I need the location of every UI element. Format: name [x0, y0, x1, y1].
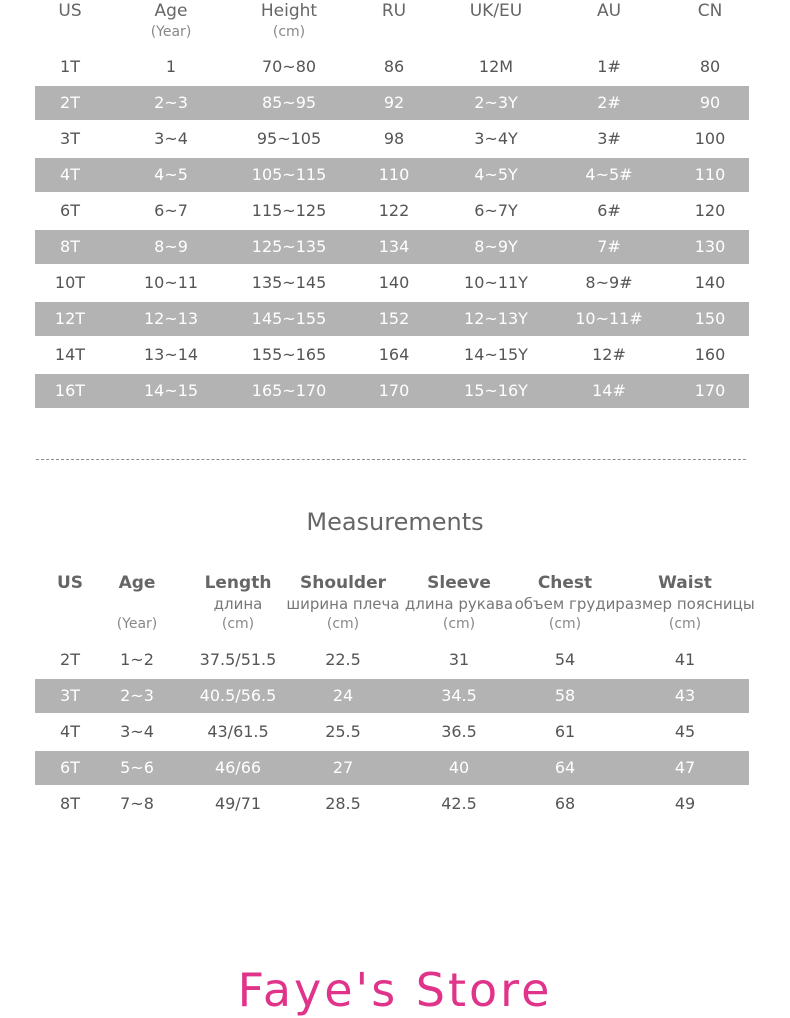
table-row	[35, 86, 749, 120]
table-row	[35, 751, 749, 785]
table-cell: 2~3	[120, 686, 154, 705]
size-header-0	[58, 0, 81, 22]
measurement-header-4	[405, 572, 513, 636]
table-cell: 2T	[60, 93, 80, 112]
table-cell: 36.5	[441, 722, 477, 741]
table-cell: 6T	[60, 758, 80, 777]
table-cell: 165~170	[251, 381, 327, 400]
size-header-2	[261, 0, 317, 42]
table-cell: 8~9Y	[474, 237, 518, 256]
table-cell: 4~5	[154, 165, 188, 184]
table-cell: 90	[699, 93, 721, 112]
table-cell: 16T	[54, 381, 86, 400]
measurements-table	[35, 572, 755, 822]
table-cell: 64	[554, 758, 576, 777]
table-cell: 3#	[597, 129, 621, 148]
table-cell: 110	[694, 165, 726, 184]
size-header-4	[470, 0, 523, 22]
table-cell: 41	[674, 650, 696, 669]
table-cell: 34.5	[441, 686, 477, 705]
size-header-5	[597, 0, 621, 22]
table-cell: 14T	[54, 345, 86, 364]
size-header-6	[698, 0, 723, 22]
size-header-name: Age	[154, 1, 188, 21]
table-cell: 8T	[60, 237, 80, 256]
table-cell: 4T	[60, 722, 80, 741]
table-cell: 1	[165, 57, 177, 76]
size-header-unit: (cm)	[272, 24, 306, 40]
table-cell: 54	[554, 650, 576, 669]
measurement-header-unit: (cm)	[668, 616, 702, 632]
table-row	[35, 302, 749, 336]
table-cell: 15~16Y	[464, 381, 528, 400]
measurement-header-russian: размер поясницы	[615, 595, 755, 613]
table-cell: 8~9#	[585, 273, 633, 292]
table-row	[35, 679, 749, 713]
table-row	[35, 50, 749, 84]
measurement-header-name: Shoulder	[299, 573, 387, 593]
table-cell: 170	[694, 381, 726, 400]
measurement-header-russian: длина рукава	[404, 595, 514, 613]
table-row	[35, 787, 749, 821]
table-cell: 42.5	[441, 794, 477, 813]
table-cell: 170	[378, 381, 410, 400]
table-cell: 43/61.5	[207, 722, 269, 741]
table-cell: 27	[332, 758, 354, 777]
table-cell: 12~13	[143, 309, 199, 328]
table-cell: 105~115	[251, 165, 327, 184]
table-cell: 2~3	[154, 93, 188, 112]
table-cell: 7~8	[120, 794, 154, 813]
table-cell: 155~165	[251, 345, 327, 364]
table-cell: 24	[332, 686, 354, 705]
table-cell: 10~11#	[575, 309, 643, 328]
table-cell: 152	[378, 309, 410, 328]
table-cell: 80	[699, 57, 721, 76]
table-cell: 12T	[54, 309, 86, 328]
size-header-name: Height	[260, 1, 318, 21]
measurement-header-6	[615, 572, 754, 636]
dashed-divider	[36, 459, 746, 460]
table-cell: 100	[694, 129, 726, 148]
table-cell: 164	[378, 345, 410, 364]
size-chart-header	[35, 0, 749, 48]
table-cell: 115~125	[251, 201, 327, 220]
table-cell: 150	[694, 309, 726, 328]
table-cell: 1T	[60, 57, 80, 76]
measurement-header-name: Length	[204, 573, 272, 593]
table-cell: 140	[378, 273, 410, 292]
measurement-header-unit: (cm)	[548, 616, 582, 632]
table-cell: 98	[383, 129, 405, 148]
measurement-header-3	[286, 572, 399, 636]
table-cell: 40.5/56.5	[199, 686, 277, 705]
table-cell: 46/66	[214, 758, 262, 777]
table-cell: 140	[694, 273, 726, 292]
measurement-header-unit: (cm)	[221, 616, 255, 632]
table-cell: 8T	[60, 794, 80, 813]
table-cell: 8~9	[154, 237, 188, 256]
measurements-title: Measurements	[306, 508, 484, 536]
table-cell: 3~4Y	[474, 129, 518, 148]
table-row	[35, 643, 749, 677]
measurement-header-unit: (Year)	[116, 616, 158, 632]
size-header-name: CN	[697, 1, 723, 21]
table-cell: 12M	[478, 57, 514, 76]
table-cell: 49	[674, 794, 696, 813]
size-chart-table	[35, 0, 749, 410]
table-row	[35, 158, 749, 192]
table-cell: 14#	[592, 381, 626, 400]
table-cell: 4~5#	[585, 165, 633, 184]
table-cell: 130	[694, 237, 726, 256]
table-row	[35, 230, 749, 264]
table-cell: 2#	[597, 93, 621, 112]
measurement-header-russian: длина	[213, 595, 263, 613]
measurement-header-name: Chest	[537, 573, 593, 593]
table-cell: 14~15Y	[464, 345, 528, 364]
table-cell: 4T	[60, 165, 80, 184]
measurement-header-2	[205, 572, 272, 636]
table-cell: 10~11Y	[464, 273, 528, 292]
table-cell: 5~6	[120, 758, 154, 777]
table-cell: 1#	[597, 57, 621, 76]
table-cell: 22.5	[325, 650, 361, 669]
size-header-3	[382, 0, 406, 22]
measurement-header-unit: (cm)	[442, 616, 476, 632]
measurement-header-name: Sleeve	[427, 573, 491, 593]
table-cell: 10~11	[143, 273, 199, 292]
measurement-header-name: Age	[118, 573, 156, 593]
measurement-header-unit: (cm)	[326, 616, 360, 632]
measurement-header-0	[57, 572, 83, 636]
table-cell: 85~95	[261, 93, 317, 112]
table-cell: 28.5	[325, 794, 361, 813]
table-cell: 12#	[592, 345, 626, 364]
table-cell: 47	[674, 758, 696, 777]
table-cell: 160	[694, 345, 726, 364]
size-header-name: RU	[381, 1, 407, 21]
table-cell: 4~5Y	[474, 165, 518, 184]
table-row	[35, 266, 749, 300]
table-cell: 6~7	[154, 201, 188, 220]
table-cell: 49/71	[214, 794, 262, 813]
measurements-body	[35, 643, 749, 823]
table-cell: 25.5	[325, 722, 361, 741]
table-cell: 125~135	[251, 237, 327, 256]
table-cell: 3~4	[120, 722, 154, 741]
table-cell: 45	[674, 722, 696, 741]
table-cell: 92	[383, 93, 405, 112]
table-cell: 61	[554, 722, 576, 741]
table-cell: 31	[448, 650, 470, 669]
table-cell: 12~13Y	[464, 309, 528, 328]
table-cell: 145~155	[251, 309, 327, 328]
table-row	[35, 374, 749, 408]
table-cell: 135~145	[251, 273, 327, 292]
table-cell: 86	[383, 57, 405, 76]
table-row	[35, 122, 749, 156]
table-cell: 40	[448, 758, 470, 777]
store-name: Faye's Store	[237, 963, 553, 1017]
measurements-header	[35, 572, 755, 642]
size-chart-body	[35, 50, 749, 410]
measurement-header-russian: ширина плеча	[286, 595, 400, 613]
table-cell: 6T	[60, 201, 80, 220]
measurement-header-name: Waist	[658, 573, 712, 593]
table-row	[35, 338, 749, 372]
table-cell: 7#	[597, 237, 621, 256]
table-cell: 10T	[54, 273, 86, 292]
table-row	[35, 715, 749, 749]
table-cell: 14~15	[143, 381, 199, 400]
table-cell: 110	[378, 165, 410, 184]
size-header-name: US	[58, 1, 82, 21]
table-cell: 95~105	[256, 129, 322, 148]
size-header-unit: (Year)	[150, 24, 192, 40]
table-cell: 58	[554, 686, 576, 705]
table-cell: 3T	[60, 686, 80, 705]
size-header-name: UK/EU	[469, 1, 523, 21]
measurement-header-1	[116, 572, 158, 636]
table-cell: 2~3Y	[474, 93, 518, 112]
table-cell: 43	[674, 686, 696, 705]
table-cell: 13~14	[143, 345, 199, 364]
table-row	[35, 194, 749, 228]
table-cell: 120	[694, 201, 726, 220]
table-cell: 3~4	[154, 129, 188, 148]
table-cell: 122	[378, 201, 410, 220]
table-cell: 2T	[60, 650, 80, 669]
table-cell: 134	[378, 237, 410, 256]
measurement-header-russian: объем груди	[514, 595, 616, 613]
table-cell: 70~80	[261, 57, 317, 76]
measurement-header-5	[515, 572, 616, 636]
table-cell: 6~7Y	[474, 201, 518, 220]
table-cell: 6#	[597, 201, 621, 220]
measurement-header-name: US	[56, 573, 84, 593]
table-cell: 3T	[60, 129, 80, 148]
table-cell: 1~2	[120, 650, 154, 669]
table-cell: 68	[554, 794, 576, 813]
size-header-name: AU	[596, 1, 622, 21]
table-cell: 37.5/51.5	[199, 650, 277, 669]
size-header-1	[151, 0, 192, 42]
